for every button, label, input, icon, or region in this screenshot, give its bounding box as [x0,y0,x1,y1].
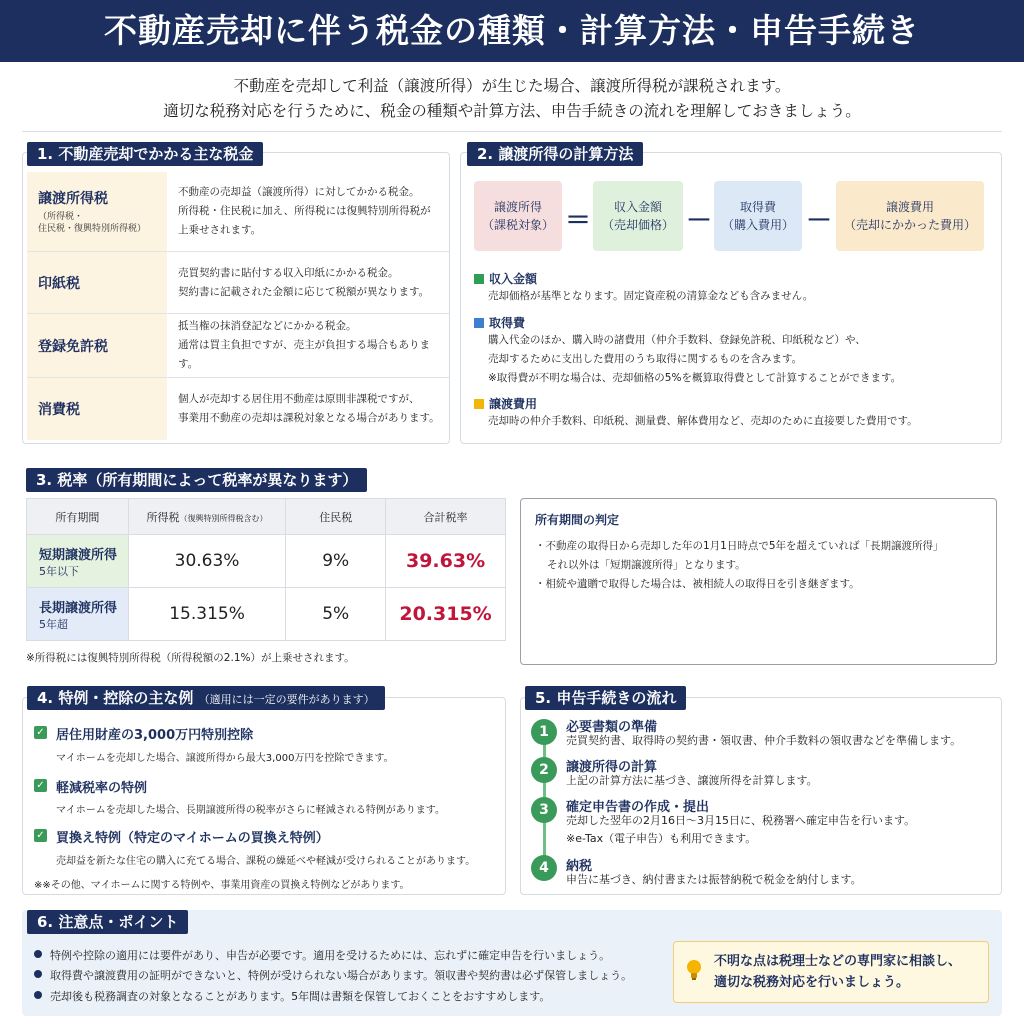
tax-name-sub-1: （所得税・ [38,212,84,222]
col-total-rate: 合計税率 [386,499,506,535]
section-3-title-sub: （所有期間によって税率が異なります） [87,471,358,489]
point-text: 取得費や譲渡費用の証明ができないと、特例が受けられない場合があります。領収書や契約書は必ず保管しましょう。 [50,969,633,982]
section-2-title: 2. 譲渡所得の計算方法 [467,142,643,166]
def-cost-heading [474,314,525,331]
check-icon: ✓ [34,779,47,792]
special-item-heading: 軽減税率の特例 [56,781,148,796]
special-item-heading: 居住用財産の3,000万円特別控除 [56,728,254,743]
formula-capital-gain [474,181,562,251]
tax-row-capital-gains [27,172,449,252]
step-text: 申告に基づき、納付書または振替納税で税金を納付します。 [566,873,862,886]
formula-label: 譲渡費用 [885,200,934,214]
total-rate-value: 20.315% [386,588,506,641]
formula-label: 譲渡所得 [493,200,542,214]
resident-tax-value: 5% [286,588,386,641]
advice-box [673,941,989,1003]
tax-name-cell [27,378,167,440]
tax-desc-line: 契約書に記載された金額に応じて税額が異なります。 [178,285,430,298]
formula-label: 収入金額 [613,200,662,214]
income-tax-value: 15.315% [128,588,286,641]
intro-line-2: 適切な税務対応を行うために、税金の種類や計算方法、申告手続きの流れを理解しておきましょう。 [163,102,861,120]
tax-desc-line: 所得税・住民税に加え、所得税には復興特別所得税が [178,205,431,217]
def-heading-text: 収入金額 [489,272,538,286]
minus-sign: － [686,206,713,236]
col-period: 所有期間 [27,499,129,535]
judge-line: ・不動産の取得日から売却した年の1月1日時点で5年を超えていれば「長期譲渡所得」 [535,540,944,552]
section-1-title: 1. 不動産売却でかかる主な税金 [27,142,263,166]
step-text-line: 売却した翌年の2月16日～3月15日に、税務署へ確定申告を行います。 [566,814,916,827]
step-number-1: 1 [531,719,557,745]
formula-sublabel: （売却価格） [601,218,674,232]
col-income-tax-sub: （復興特別所得税含む） [179,513,268,523]
point-text: 売却後も税務調査の対象となることがあります。5年間は書類を保管しておくことをおすすめします。 [50,990,551,1003]
advice-text [714,951,961,993]
def-line: 売却時の仲介手数料、印紙税、測量費、解体費用など、売却のために直接要した費用です。 [488,415,918,427]
step-text: 売買契約書、取得時の契約書・領収書、仲介手数料の領収書などを準備します。 [566,734,962,747]
tax-name: 譲渡所得税 [38,191,108,207]
step-heading: 必要書類の準備 [566,720,658,735]
tax-desc-line: 不動産の売却益（譲渡所得）に対してかかる税金。 [178,186,420,198]
advice-line: 不明な点は税理士などの専門家に相談し、 [714,954,962,969]
def-line: 売却価格が基準となります。固定資産税の清算金なども含みません。 [488,290,814,302]
tax-name-sub-2: 住民税・復興特別所得税） [38,224,147,234]
green-square-icon [474,274,484,284]
step-number-3: 3 [531,797,557,823]
page-title: 不動産売却に伴う税金の種類・計算方法・申告手続き [0,0,1024,62]
formula-acquisition-cost [714,181,802,251]
def-line: ※取得費が不明な場合は、売却価格の5%を概算取得費として計算することができます。 [488,372,902,384]
section-6-title: 6. 注意点・ポイント [27,910,188,934]
step-text [566,812,915,848]
formula-transfer-cost [836,181,984,251]
section-5-title: 5. 申告手続きの流れ [525,686,686,710]
bullet-icon [34,991,42,999]
row-label-text: 短期譲渡所得 [39,547,118,563]
def-heading-text: 取得費 [489,316,526,330]
formula-sublabel: （課税対象） [481,218,554,232]
lightbulb-icon [674,958,714,987]
tax-desc-cell [167,172,449,251]
table-header-row [27,499,506,535]
point-item [34,947,610,963]
section-3-title [26,468,367,492]
tax-row-stamp [27,252,449,314]
tax-name: 登録免許税 [38,338,108,355]
bullet-icon [34,970,42,978]
section-4-title [27,686,385,710]
step-text-line: ※e-Tax（電子申告）も利用できます。 [566,832,757,845]
step-heading: 譲渡所得の計算 [566,760,658,775]
tax-row-registration [27,314,449,378]
step-heading: 納税 [566,859,593,874]
tax-row-consumption [27,378,449,440]
def-income-heading [474,270,537,287]
col-resident-tax: 住民税 [286,499,386,535]
point-text: 特例や控除の適用には要件があり、申告が必要です。適用を受けるためには、忘れずに確定申告を行いましょう。 [50,949,611,962]
tax-name-cell [27,172,167,251]
tax-desc-line: 通常は買主負担ですが、売主が負担する場合もあります。 [178,339,430,370]
check-icon: ✓ [34,829,47,842]
def-heading-text: 譲渡費用 [489,397,538,411]
yellow-square-icon [474,399,484,409]
col-income-tax [128,499,286,535]
tax-desc-cell [167,378,449,440]
point-item [34,967,632,983]
tax-name-sub [38,211,167,235]
formula-income [593,181,683,251]
formula-label: 取得費 [739,200,776,214]
holding-period-title: 所有期間の判定 [535,513,620,527]
total-rate-value: 39.63% [386,535,506,588]
advice-line: 適切な税務対応を行いましょう。 [714,975,910,990]
row-period: 5年以下 [39,564,79,578]
def-line: 購入代金のほか、購入時の諸費用（仲介手数料、登録免許税、印紙税など）や、 [488,334,866,346]
holding-period-text [535,537,944,594]
tax-desc-cell [167,314,449,377]
special-item-text: 売却益を新たな住宅の購入に充てる場合、課税の繰延べや軽減が受けられることがあります。 [56,856,476,867]
point-item [34,988,550,1004]
special-note: ※※その他、マイホームに関する特例や、事業用資産の買換え特例などがあります。 [34,880,410,891]
formula-sublabel: （購入費用） [721,218,794,232]
def-income-text [488,287,813,306]
tax-rate-note: ※所得税には復興特別所得税（所得税額の2.1%）が上乗せされます。 [26,652,355,664]
section-3-title-main: 3. 税率 [36,471,88,489]
step-number-4: 4 [531,855,557,881]
table-row [27,588,506,641]
bullet-icon [34,950,42,958]
col-income-tax-label: 所得税 [146,510,180,524]
tax-desc-line: 事業用不動産の売却は課税対象となる場合があります。 [178,412,440,424]
step-heading: 確定申告書の作成・提出 [566,800,710,815]
income-tax-value: 30.63% [128,535,286,588]
judge-line: ・相続や遺贈で取得した場合は、被相続人の取得日を引き継ぎます。 [535,578,860,590]
equals-sign: ＝ [565,206,592,236]
def-cost-text [488,331,901,388]
tax-name: 消費税 [38,402,80,418]
tax-name-cell [27,314,167,377]
row-period: 5年超 [39,617,68,631]
def-expense-heading [474,395,537,412]
row-label-text: 長期譲渡所得 [39,600,118,616]
holding-period-box [520,498,997,665]
judge-line: それ以外は「短期譲渡所得」となります。 [547,559,746,571]
row-label [27,588,129,641]
tax-desc-line: 売買契約書に貼付する収入印紙にかかる税金。 [178,266,399,279]
def-line: 売却するために支出した費用のうち取得に関するものを含みます。 [488,353,803,365]
formula-sublabel: （売却にかかった費用） [843,218,976,232]
table-row [27,535,506,588]
special-item-text: マイホームを売却した場合、譲渡所得から最大3,000万円を控除できます。 [56,753,394,764]
section-4-title-main: 4. 特例・控除の主な例 [37,689,194,707]
tax-desc-line: 個人が売却する居住用不動産は原則非課税ですが、 [178,393,420,405]
special-item-text: マイホームを売却した場合、長期譲渡所得の税率がさらに軽減される特例があります。 [56,805,445,816]
intro-text [0,74,1024,124]
row-label [27,535,129,588]
check-icon: ✓ [34,726,47,739]
tax-desc-line: 抵当権の抹消登記などにかかる税金。 [178,320,357,332]
divider [22,131,1002,132]
tax-name: 印紙税 [38,275,80,292]
tax-desc-cell [167,252,449,313]
blue-square-icon [474,318,484,328]
intro-line-1: 不動産を売却して利益（譲渡所得）が生じた場合、譲渡所得税が課税されます。 [233,77,791,95]
tax-rate-table [26,498,506,641]
tax-desc-line: 上乗せされます。 [178,224,262,236]
minus-sign: － [806,206,833,236]
resident-tax-value: 9% [286,535,386,588]
tax-name-cell [27,252,167,313]
step-text: 上記の計算方法に基づき、譲渡所得を計算します。 [566,774,818,787]
def-expense-text [488,412,918,431]
section-4-title-sub: （適用には一定の要件があります） [198,693,375,706]
special-item-heading: 買換え特例（特定のマイホームの買換え特例） [56,831,329,846]
step-number-2: 2 [531,757,557,783]
